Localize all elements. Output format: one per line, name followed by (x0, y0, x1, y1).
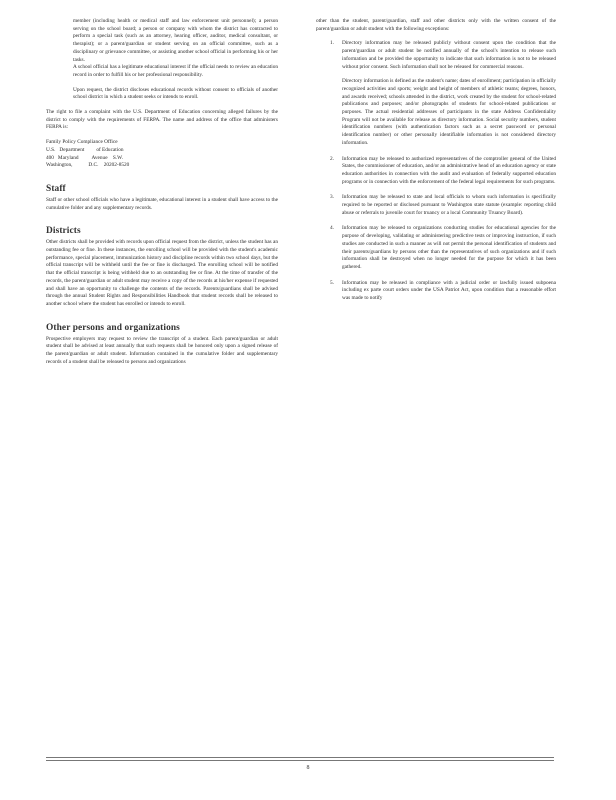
list-item-number: 2. (330, 155, 334, 162)
paragraph-school-official-definition: member (including health or medical staff and law enforcement unit personnel); a person serving on the school board; a person or company with whom the district has contracted to perform a special task (such as an attorney, hearing officer, auditor, medical consultant, or therapist); or a parent/guardian or student serving on an official committee, such as a disciplinary or grievance committee, or assisting another school official in performing his or her tasks. (73, 18, 278, 63)
list-item (316, 156, 556, 187)
list-item-number: 1. (330, 40, 334, 47)
list-item-text: Directory information is defined as the student's name; dates of enrollment; participation in officially recognized activities and sports; weight and height of members of athletic teams; degrees, honors, and awards received; schools attended in the district, work created by the student for school-related publications and purposes; and/or photographs of students for school-related publications or purposes. The actual residential addresses of participants in the state Address Confidentiality Program will not be available for release as directory information. Social security numbers, student identification numbers (with authentication factors such as a secret password or personal identification number) or other personally identifiable information is not considered directory information. (342, 78, 556, 146)
list-item (316, 280, 556, 303)
list-item-number: 4. (330, 225, 334, 232)
address-line-city: Washington, D.C. 20202-8520 (46, 162, 130, 169)
paragraph-disclosure-other-district: Upon request, the district discloses educational records without consent to officials of another school district in which a student seeks or intends to enroll. (73, 86, 278, 101)
left-column (46, 18, 278, 367)
paragraph-staff: Staff or other school officials who have a legitimate, educational interest in a student shall have access to the cumulative folder and any supplementary records. (46, 196, 278, 211)
footer-rule (46, 757, 554, 758)
list-item (316, 40, 556, 147)
list-item-text: Information may be released to authorized representatives of the comptroller general of the United States, the commissioner of education, and/or an administrative head of an education agency or state education authorities in connection with the audit and evaluation of federally supported education programs or in connection with the enforcement of the federal legal requirements for such programs. (342, 155, 556, 185)
paragraph-other-persons: Prospective employers may request to review the transcript of a student. Each parent/guardian or adult student shall be advised at least annually that such requests shall be honored only upon a signed release of the parent/guardian or adult student. Information contained in the cumulative folder and supplementary records of a student shall be released to persons and organizations (46, 335, 278, 365)
paragraph-legitimate-interest: A school official has a legitimate educational interest if the official needs to review an education record in order to fulfill his or her professional responsibility. (73, 64, 278, 78)
heading-staff: Staff (46, 183, 66, 194)
list-item-text: Information may be released to organizations conducting studies for educational agencies for the purpose of developing, validating or administering predictive tests or improving instruction, if such studies are conducted in such a manner as will not permit the personal identification of students and their parents/guardians by persons other than the representatives of such organizations and if such information shall be destroyed when no longer needed for the purpose for which it has been gathered. (342, 225, 556, 270)
paragraph-complaint-right: The right to file a complaint with the U.S. Department of Education concerning alleged failures by the district to comply with the requirements of FERPA. The name and address of the office that administers FERPA is: (46, 109, 278, 131)
list-item-text: Information may be released to state and local officials to whom such information is specifically required to be reported or disclosed pursuant to Washington state statute (example: reporting child abuse or referrals to juvenile court for truancy or a local Community Truancy Board). (342, 194, 556, 216)
address-line-street: 400 Maryland Avenue S.W. (46, 154, 123, 161)
address-line-department: U.S. Department of Education (46, 146, 124, 153)
list-item (316, 194, 556, 217)
address-line-office: Family Policy Compliance Office (46, 139, 118, 146)
right-column (316, 18, 556, 311)
list-item-text: Directory information may be released publicly without consent upon the condition that the parent/guardian or adult student be notified annually of the school's intention to release such information and be provided the opportunity to indicate that such information is not to be released without prior consent. Such information shall not be released for commercial reasons. (342, 40, 556, 70)
footer-rule (46, 760, 554, 761)
list-item-number: 3. (330, 194, 334, 201)
page-number: 8 (306, 765, 310, 771)
list-item-text: Information may be released in compliance with a judicial order or lawfully issued subpoena including ex parte court orders under the USA Patriot Act, upon condition that a reasonable effort was made to notify (342, 279, 556, 302)
paragraph-districts: Other districts shall be provided with records upon official request from the district, unless the student has an outstanding fee or fine. In these instances, the enrolling school will be provided with the student's academic performance, special placement, immunization history and discipline records within two school days, but the official transcript will be withheld until the fee or fine is discharged. The enrolling school will be notified that the official transcript is being withheld due to an outstanding fee or fine. At the time of transfer of the records, the parent/guardian or adult student may receive a copy of the records at his/her expense if requested and shall have an opportunity to challenge the contents of the records. Parents/guardians shall be advised through the annual Student Rights and Responsibilities Handbook that student records shall be released to another school where the student has enrolled or intends to enroll. (46, 239, 278, 307)
paragraph-exceptions-intro: other than the student, parent/guardian, staff and other districts only with the written consent of the parent/guardian or adult student with the following exceptions: (316, 18, 556, 32)
list-item-number: 5. (330, 279, 334, 286)
heading-other-persons: Other persons and organizations (46, 322, 180, 333)
exceptions-list (316, 40, 556, 302)
list-item (316, 225, 556, 271)
heading-districts: Districts (46, 226, 81, 237)
